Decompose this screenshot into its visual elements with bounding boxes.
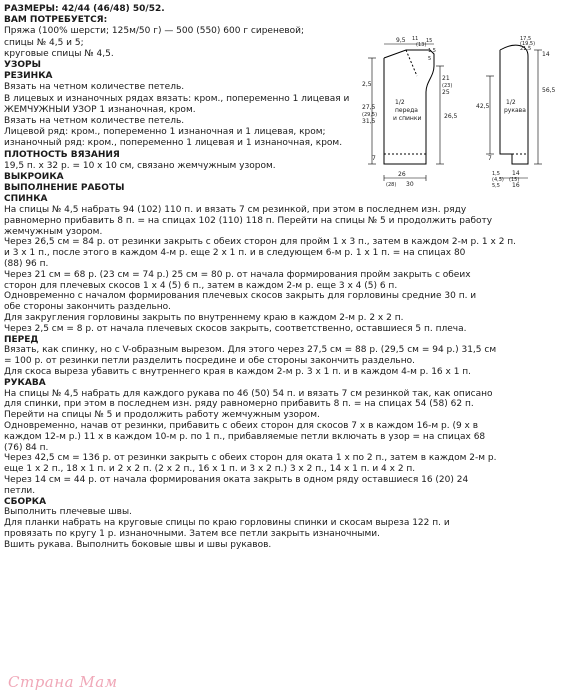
header-line: ЖЕМЧУЖНЫЙ УЗОР 1 изнаночная, кром. — [4, 104, 196, 115]
body-line: еще 1 х 2 п., 18 х 1 п. и 2 х 2 п. (2 х 2 п., 16 х 1 п. и 3 х 2 п.) 3 х 2 п., 14 х 1 п. и 4 х 2 п. — [4, 464, 416, 475]
piece-label-line-3: и спинки — [393, 115, 422, 122]
body-line: Одновременно с началом формирования плечевых скосов закрыть для горловины средние 30 п. и — [4, 291, 477, 302]
body-heading: СБОРКА — [4, 496, 47, 507]
sleeve-small-label-3: 5,5 — [492, 183, 500, 189]
right-label-4: 26,5 — [444, 113, 458, 120]
v-neck-line — [406, 50, 417, 76]
body-line: равномерно прибавить 8 п. = на спицах 102 (110) 118 п. Перейти на спицы № 5 и продолжить работу — [4, 215, 493, 226]
header-heading: ВАМ ПОТРЕБУЕТСЯ: — [4, 15, 108, 26]
sleeve-bottom-label-2: (15) — [509, 177, 520, 183]
header-line: 19,5 п. х 32 р. = 10 х 10 см, связано жемчужным узором. — [4, 160, 276, 171]
header-line: круговые спицы № 4,5. — [4, 48, 114, 59]
sleeve-bottom-label-3: 16 — [512, 182, 520, 189]
right-label-3: 25 — [442, 89, 450, 96]
body-line: и 3 х 1 п., после этого в каждом 4-м р. еще 2 х 1 п. и в следующем 6-м р. 1 х 1 п. = на спицах 80 — [4, 248, 466, 259]
body-heading: РУКАВА — [4, 377, 46, 388]
sleeve-label-line-2: рукава — [504, 107, 526, 114]
body-line: жемчужным узором. — [4, 226, 103, 237]
header-text-column — [4, 4, 356, 206]
body-line: = 100 р. от резинки петли разделить посредине и обе стороны закончить раздельно. — [4, 356, 415, 367]
left-label-3: (29,5) — [362, 112, 378, 118]
header-line: изнаночный ряд: кром., попеременно 1 лицевая и 1 изнаночная, кром. — [4, 138, 343, 149]
body-line: (76) 84 п. — [4, 442, 49, 453]
header-heading: РЕЗИНКА — [4, 71, 53, 82]
top-label-6: 5 — [428, 56, 432, 62]
body-line: Через 14 см = 44 р. от начала формирования оката закрыть в одном ряду оставшиеся 16 (20) 24 — [4, 474, 469, 485]
body-line: Вязать, как спинку, но с V-образным вырезом. Для этого через 27,5 см = 88 р. (29,5 см = 94 р.) 31,5 см — [4, 345, 497, 356]
sleeve-bottom-left-label: 7 — [488, 155, 492, 162]
top-label-2: 11 — [412, 36, 419, 42]
top-label-4: 15 — [426, 38, 433, 44]
header-heading: ВЫКРОЙКА — [4, 172, 64, 183]
piece-label-line-2: переда — [395, 107, 418, 114]
sleeve-small-label-2: (4,5) — [492, 177, 504, 183]
bottom-label-2: (28) — [386, 182, 397, 188]
body-line: Выполнить плечевые швы. — [4, 507, 132, 518]
body-heading: ПЕРЕД — [4, 334, 39, 345]
left-label-1: 2,5 — [362, 81, 372, 88]
sleeve-top-label-1: 17,5 — [520, 36, 532, 42]
bottom-label-3: 30 — [406, 181, 414, 188]
top-label-5: 1,5 — [428, 48, 436, 54]
header-line: В лицевых и изнаночных рядах вязать: кром., попеременно 1 лицевая и — [4, 93, 350, 104]
right-label-1: 21 — [442, 75, 450, 82]
body-line: каждом 12-м р.) 11 х в каждом 10-м р. по 1 п., прибавляемые петли включать в узор = на спицах 68 — [4, 431, 486, 442]
header-heading: РАЗМЕРЫ: 42/44 (46/48) 50/52. — [4, 4, 165, 14]
left-label-4: 31,5 — [362, 118, 376, 125]
bottom-label-1: 26 — [398, 171, 406, 178]
right-label-2: (23) — [442, 83, 453, 89]
body-line: сторон для плечевых скосов 1 х 4 (5) 6 п., затем в каждом 2-м р. еще 3 х 4 (5) 6 п. — [4, 280, 398, 291]
header-line: Вязать на четном количестве петель. — [4, 82, 185, 93]
body-line: обе стороны закончить раздельно. — [4, 302, 172, 313]
body-line: Для планки набрать на круговые спицы по краю горловины спинки и скосам выреза 122 п. и — [4, 518, 450, 529]
top-label-3: (13) — [416, 42, 427, 48]
header-line: Пряжа (100% шерсти; 125м/50 г) — 500 (550) 600 г сиреневой; — [4, 26, 305, 37]
piece-label-line-1: 1/2 — [395, 99, 405, 106]
sleeve-top-label-3: 21,5 — [520, 46, 532, 52]
body-line: Через 42,5 см = 136 р. от резинки закрыть с обеих сторон для оката 1 х по 2 п., затем в каждом 2-м р. — [4, 453, 497, 464]
header-heading: ВЫПОЛНЕНИЕ РАБОТЫ — [4, 183, 125, 194]
body-line: Одновременно, начав от резинки, прибавить с обеих сторон для скосов 7 х в каждом 16-м р. (9 х в — [4, 420, 479, 431]
header-heading: СПИНКА — [4, 194, 48, 205]
sleeve-label-line-1: 1/2 — [506, 99, 516, 106]
body-line: Вшить рукава. Выполнить боковые швы и швы рукавов. — [4, 539, 272, 550]
header-heading: УЗОРЫ — [4, 60, 41, 71]
body-line: петли. — [4, 485, 36, 496]
top-label-1: 9,5 — [396, 37, 406, 44]
header-line: Лицевой ряд: кром., попеременно 1 изнаночная и 1 лицевая, кром; — [4, 127, 326, 138]
header-line: Вязать на четном количестве петель. — [4, 116, 185, 127]
body-line: Через 2,5 см = 8 р. от начала плечевых скосов закрыть, соответственно, оставшиеся 5 п. плеча. — [4, 323, 467, 334]
sleeve-right-label: 56,5 — [542, 87, 556, 94]
body-line: провязать по кругу 1 р. изнаночными. Затем все петли закрыть изнаночными. — [4, 528, 380, 539]
body-line: Для закругления горловины закрыть по внутреннему краю в каждом 2-м р. 2 х 2 п. — [4, 312, 404, 323]
body-line: (88) 96 п. — [4, 258, 49, 269]
sleeve-small-label-1: 1,5 — [492, 171, 500, 177]
body-line: На спицы № 4,5 набрать для каждого рукава по 46 (50) 54 п. и вязать 7 см резинкой так, как описано — [4, 388, 493, 399]
sleeve-labels — [476, 36, 556, 189]
body-line: Для скоса выреза убавить с внутреннего края в каждом 2-м р. 3 х 1 п. и в каждом 4-м р. 16 х 1 п. — [4, 366, 472, 377]
sleeve-bottom-label-1: 14 — [512, 170, 520, 177]
body-line: для спинки, при этом в последнем изн. ряду равномерно прибавить 8 п. = на спицах 54 (58) 62 п. — [4, 399, 474, 410]
body-line: Через 21 см = 68 р. (23 см = 74 р.) 25 см = 80 р. от начала формирования пройм закрыть с обеих — [4, 269, 471, 280]
pattern-diagram — [362, 36, 562, 190]
body-line: Перейти на спицы № 5 и продолжить работу жемчужным узором. — [4, 410, 320, 421]
sleeve-dimensions — [486, 50, 542, 178]
header-line: спицы № 4,5 и 5; — [4, 37, 84, 48]
body-line: На спицы № 4,5 набрать 94 (102) 110 п. и вязать 7 см резинкой, при этом в последнем изн. ряду — [4, 205, 467, 215]
sleeve-left-label: 42,5 — [476, 103, 490, 110]
instructions-body — [4, 205, 560, 551]
bottom-left-label: 7 — [372, 155, 376, 162]
sleeve-top-right-label: 14 — [542, 51, 550, 58]
sleeve-top-label-2: (19,5) — [520, 41, 536, 47]
left-label-2: 27,5 — [362, 104, 376, 111]
site-watermark: Страна Мам — [8, 673, 118, 691]
body-line: Через 26,5 см = 84 р. от резинки закрыть с обеих сторон для пройм 1 х 3 п., затем в каждом 2-м р. 1 х 2 п. — [4, 237, 517, 248]
header-heading: ПЛОТНОСТЬ ВЯЗАНИЯ — [4, 149, 120, 160]
